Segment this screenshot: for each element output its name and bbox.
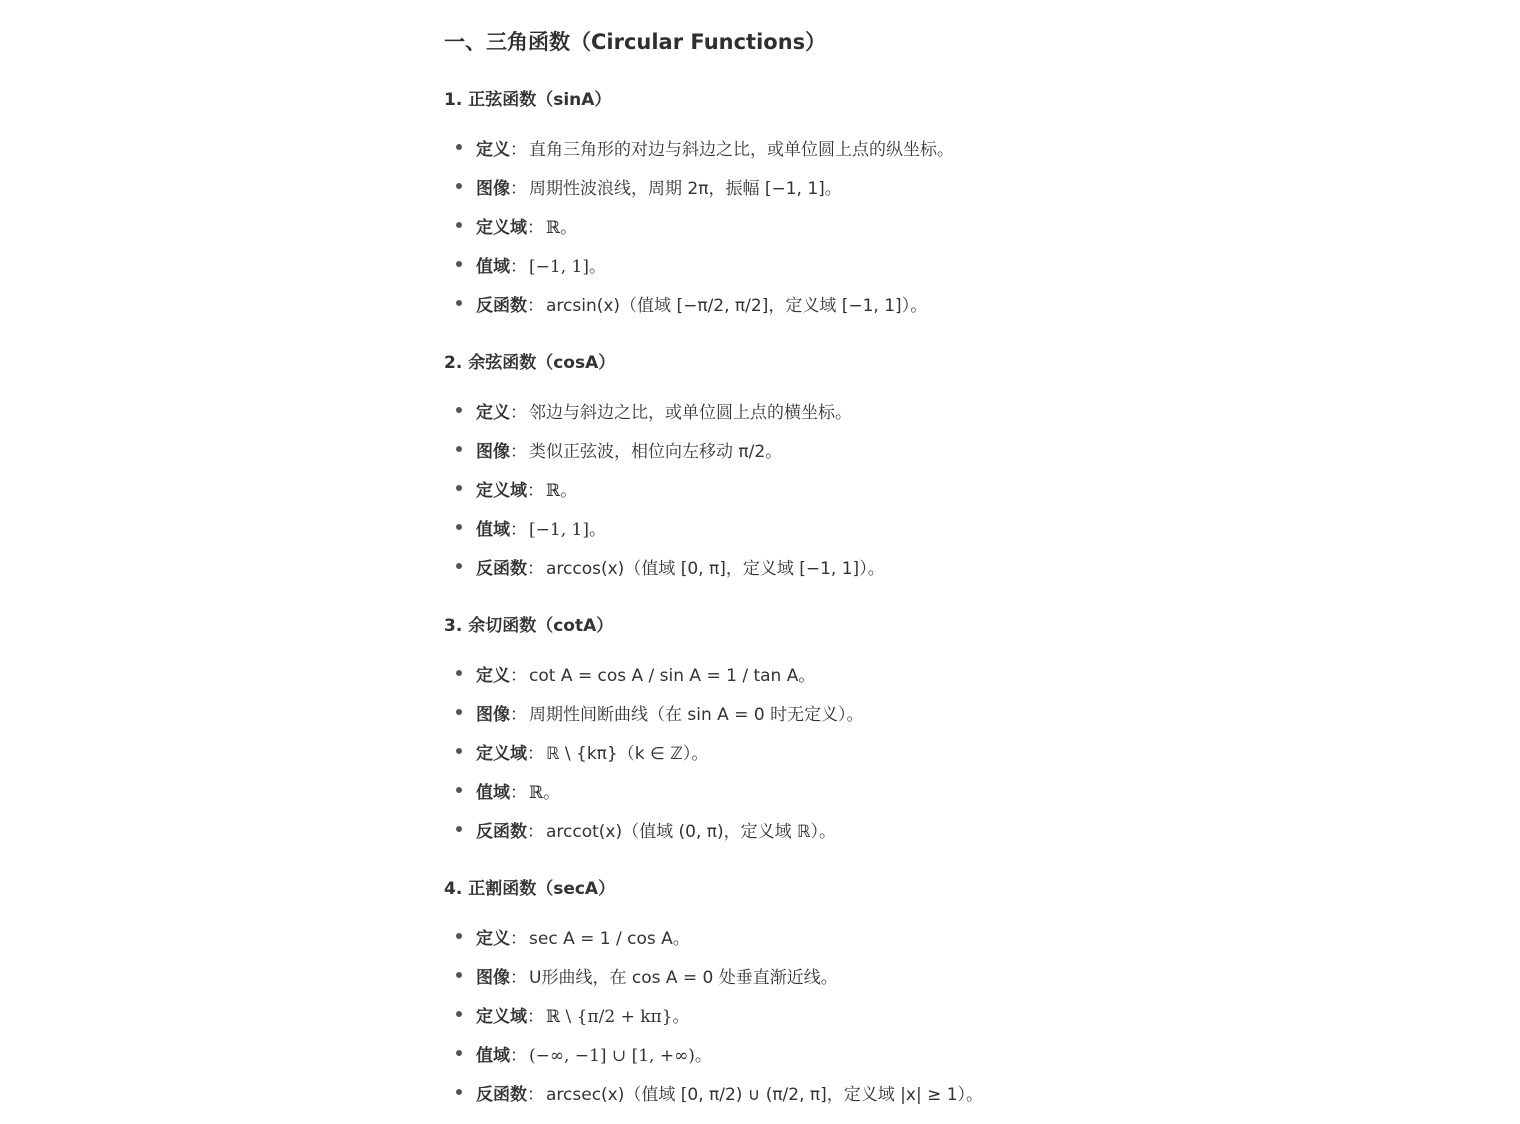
- bullet-icon: [456, 787, 462, 793]
- item-separator: ：: [510, 928, 527, 949]
- section-heading: 2. 余弦函数（cosA）: [444, 353, 616, 373]
- item-text: ℝ。: [546, 217, 578, 238]
- list-item: [456, 699, 864, 725]
- item-separator: ：: [510, 139, 527, 160]
- item-separator: ：: [527, 821, 544, 842]
- item-text: ℝ。: [529, 782, 561, 803]
- item-text: U形曲线，在 cos A = 0 处垂直渐近线。: [529, 967, 838, 988]
- item-text: ℝ。: [546, 480, 578, 501]
- bullet-icon: [456, 670, 462, 676]
- bullet-icon: [456, 972, 462, 978]
- section-heading: 4. 正割函数（secA）: [444, 879, 616, 899]
- item-label: 值域: [476, 1045, 510, 1066]
- bullet-icon: [456, 524, 462, 530]
- item-separator: ：: [527, 743, 544, 764]
- list-item: [456, 1079, 983, 1105]
- list-item: [456, 290, 927, 316]
- item-label: 图像: [476, 967, 510, 988]
- item-label: 反函数: [476, 821, 527, 842]
- list-item: [456, 1040, 712, 1066]
- item-text: sec A = 1 / cos A。: [529, 928, 690, 949]
- item-separator: ：: [527, 217, 544, 238]
- list-item: [456, 475, 577, 501]
- item-text: 邻边与斜边之比，或单位圆上点的横坐标。: [529, 402, 852, 423]
- bullet-icon: [456, 144, 462, 150]
- item-label: 定义: [476, 139, 510, 160]
- list-item: [456, 514, 606, 540]
- item-separator: ：: [527, 1006, 544, 1027]
- item-text: 类似正弦波，相位向左移动 π/2。: [529, 441, 783, 462]
- item-separator: ：: [527, 558, 544, 579]
- list-item: [456, 923, 690, 949]
- list-item: [456, 436, 782, 462]
- item-label: 反函数: [476, 295, 527, 316]
- item-text: arcsin(x)（值域 [−π/2, π/2]，定义域 [−1, 1]）。: [546, 295, 928, 316]
- bullet-icon: [456, 748, 462, 754]
- bullet-icon: [456, 485, 462, 491]
- bullet-icon: [456, 261, 462, 267]
- item-text: arcsec(x)（值域 [0, π/2) ∪ (π/2, π]，定义域 |x| ≥ 1）。: [546, 1084, 984, 1105]
- item-separator: ：: [510, 782, 527, 803]
- item-separator: ：: [510, 256, 527, 277]
- item-separator: ：: [527, 480, 544, 501]
- bullet-icon: [456, 300, 462, 306]
- item-separator: ：: [527, 295, 544, 316]
- list-item: [456, 660, 815, 686]
- item-label: 定义域: [476, 743, 527, 764]
- item-label: 定义域: [476, 1006, 527, 1027]
- list-item: [456, 251, 606, 277]
- item-label: 值域: [476, 782, 510, 803]
- item-label: 图像: [476, 178, 510, 199]
- list-item: [456, 553, 885, 579]
- item-separator: ：: [510, 519, 527, 540]
- item-label: 定义: [476, 665, 510, 686]
- item-separator: ：: [510, 665, 527, 686]
- bullet-icon: [456, 933, 462, 939]
- bullet-icon: [456, 1011, 462, 1017]
- item-separator: ：: [510, 967, 527, 988]
- list-item: [456, 1001, 690, 1027]
- list-item: [456, 212, 577, 238]
- item-label: 图像: [476, 704, 510, 725]
- item-label: 反函数: [476, 1084, 527, 1105]
- bullet-icon: [456, 826, 462, 832]
- bullet-icon: [456, 407, 462, 413]
- item-label: 图像: [476, 441, 510, 462]
- bullet-icon: [456, 563, 462, 569]
- item-label: 值域: [476, 256, 510, 277]
- item-label: 定义域: [476, 480, 527, 501]
- list-item: [456, 816, 836, 842]
- list-item: [456, 738, 708, 764]
- item-text: ℝ \ {π/2 + kπ}。: [546, 1006, 690, 1027]
- item-separator: ：: [527, 1084, 544, 1105]
- item-text: 直角三角形的对边与斜边之比，或单位圆上点的纵坐标。: [529, 139, 954, 160]
- list-item: [456, 134, 954, 160]
- item-text: (−∞, −1] ∪ [1, +∞)。: [529, 1045, 712, 1066]
- item-text: ℝ \ {kπ}（k ∈ ℤ）。: [546, 743, 709, 764]
- bullet-icon: [456, 222, 462, 228]
- item-text: arccot(x)（值域 (0, π)，定义域 ℝ）。: [546, 821, 837, 842]
- item-label: 定义: [476, 402, 510, 423]
- section-heading: 3. 余切函数（cotA）: [444, 616, 614, 636]
- item-text: 周期性间断曲线（在 sin A = 0 时无定义）。: [529, 704, 864, 725]
- list-item: [456, 962, 838, 988]
- bullet-icon: [456, 183, 462, 189]
- list-item: [456, 777, 560, 803]
- item-text: [−1, 1]。: [529, 256, 606, 277]
- item-label: 定义: [476, 928, 510, 949]
- list-item: [456, 397, 852, 423]
- bullet-icon: [456, 709, 462, 715]
- bullet-icon: [456, 446, 462, 452]
- item-label: 反函数: [476, 558, 527, 579]
- item-text: [−1, 1]。: [529, 519, 606, 540]
- item-separator: ：: [510, 1045, 527, 1066]
- item-separator: ：: [510, 402, 527, 423]
- item-text: 周期性波浪线，周期 2π，振幅 [−1, 1]。: [529, 178, 842, 199]
- item-label: 定义域: [476, 217, 527, 238]
- page-title: 一、三角函数（Circular Functions）: [444, 30, 827, 54]
- bullet-icon: [456, 1050, 462, 1056]
- item-text: arccos(x)（值域 [0, π]，定义域 [−1, 1]）。: [546, 558, 885, 579]
- bullet-icon: [456, 1089, 462, 1095]
- item-separator: ：: [510, 704, 527, 725]
- section-heading: 1. 正弦函数（sinA）: [444, 90, 612, 110]
- item-separator: ：: [510, 441, 527, 462]
- item-label: 值域: [476, 519, 510, 540]
- list-item: [456, 173, 842, 199]
- item-text: cot A = cos A / sin A = 1 / tan A。: [529, 665, 816, 686]
- item-separator: ：: [510, 178, 527, 199]
